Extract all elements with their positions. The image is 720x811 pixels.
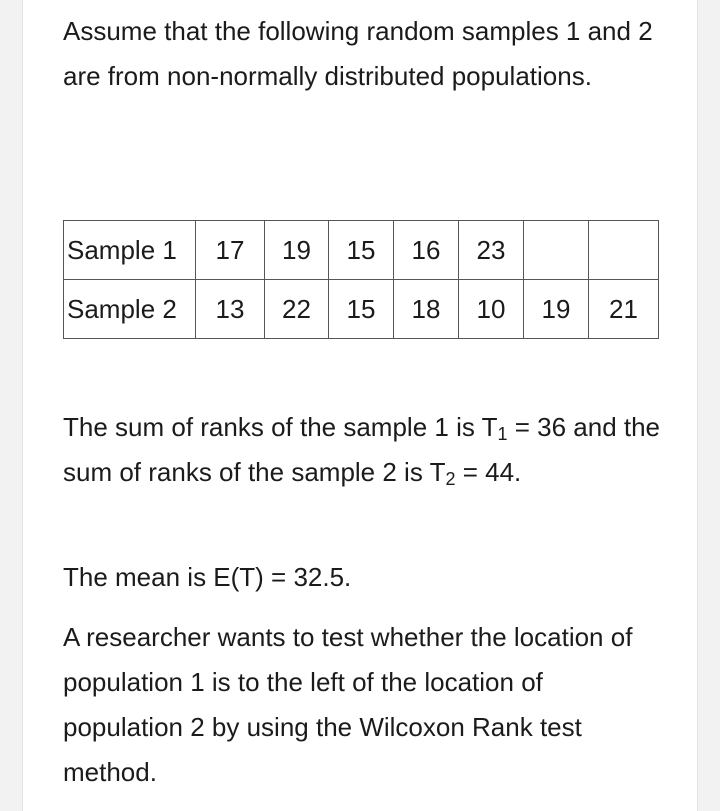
table-cell: 19 — [265, 221, 329, 280]
t1-subscript: 1 — [497, 424, 508, 444]
mean-paragraph: The mean is E(T) = 32.5. — [63, 562, 352, 592]
t2-value: = 44. — [455, 457, 522, 487]
table-row — [64, 280, 659, 339]
table-cell: 23 — [459, 221, 524, 280]
table-cell: 17 — [196, 221, 265, 280]
table-row — [64, 221, 659, 280]
ranks-prefix: The sum of ranks of the sample 1 is T — [63, 412, 498, 442]
t2-subscript: 2 — [445, 469, 456, 489]
samples-table — [63, 220, 659, 339]
row-label: Sample 1 — [64, 221, 196, 280]
table-cell — [589, 221, 659, 280]
table-cell: 21 — [589, 280, 659, 339]
t1-value: = 36 and the sum of ranks of the sample 2 is T — [63, 412, 661, 487]
content-card — [22, 0, 698, 811]
table-cell: 19 — [524, 280, 589, 339]
table-cell: 15 — [329, 280, 394, 339]
intro-paragraph: Assume that the following random samples 1 and 2 are from non-normally distributed populations. — [63, 16, 653, 91]
question-paragraph: A researcher wants to test whether the location of population 1 is to the left of the location of population 2 by using the Wilcoxon Rank test method. — [63, 622, 633, 787]
ranks-paragraph — [63, 405, 663, 495]
table-cell — [524, 221, 589, 280]
table-cell: 13 — [196, 280, 265, 339]
table-cell: 10 — [459, 280, 524, 339]
row-label: Sample 2 — [64, 280, 196, 339]
table-cell: 16 — [394, 221, 459, 280]
table-cell: 15 — [329, 221, 394, 280]
table-cell: 22 — [265, 280, 329, 339]
table-cell: 18 — [394, 280, 459, 339]
